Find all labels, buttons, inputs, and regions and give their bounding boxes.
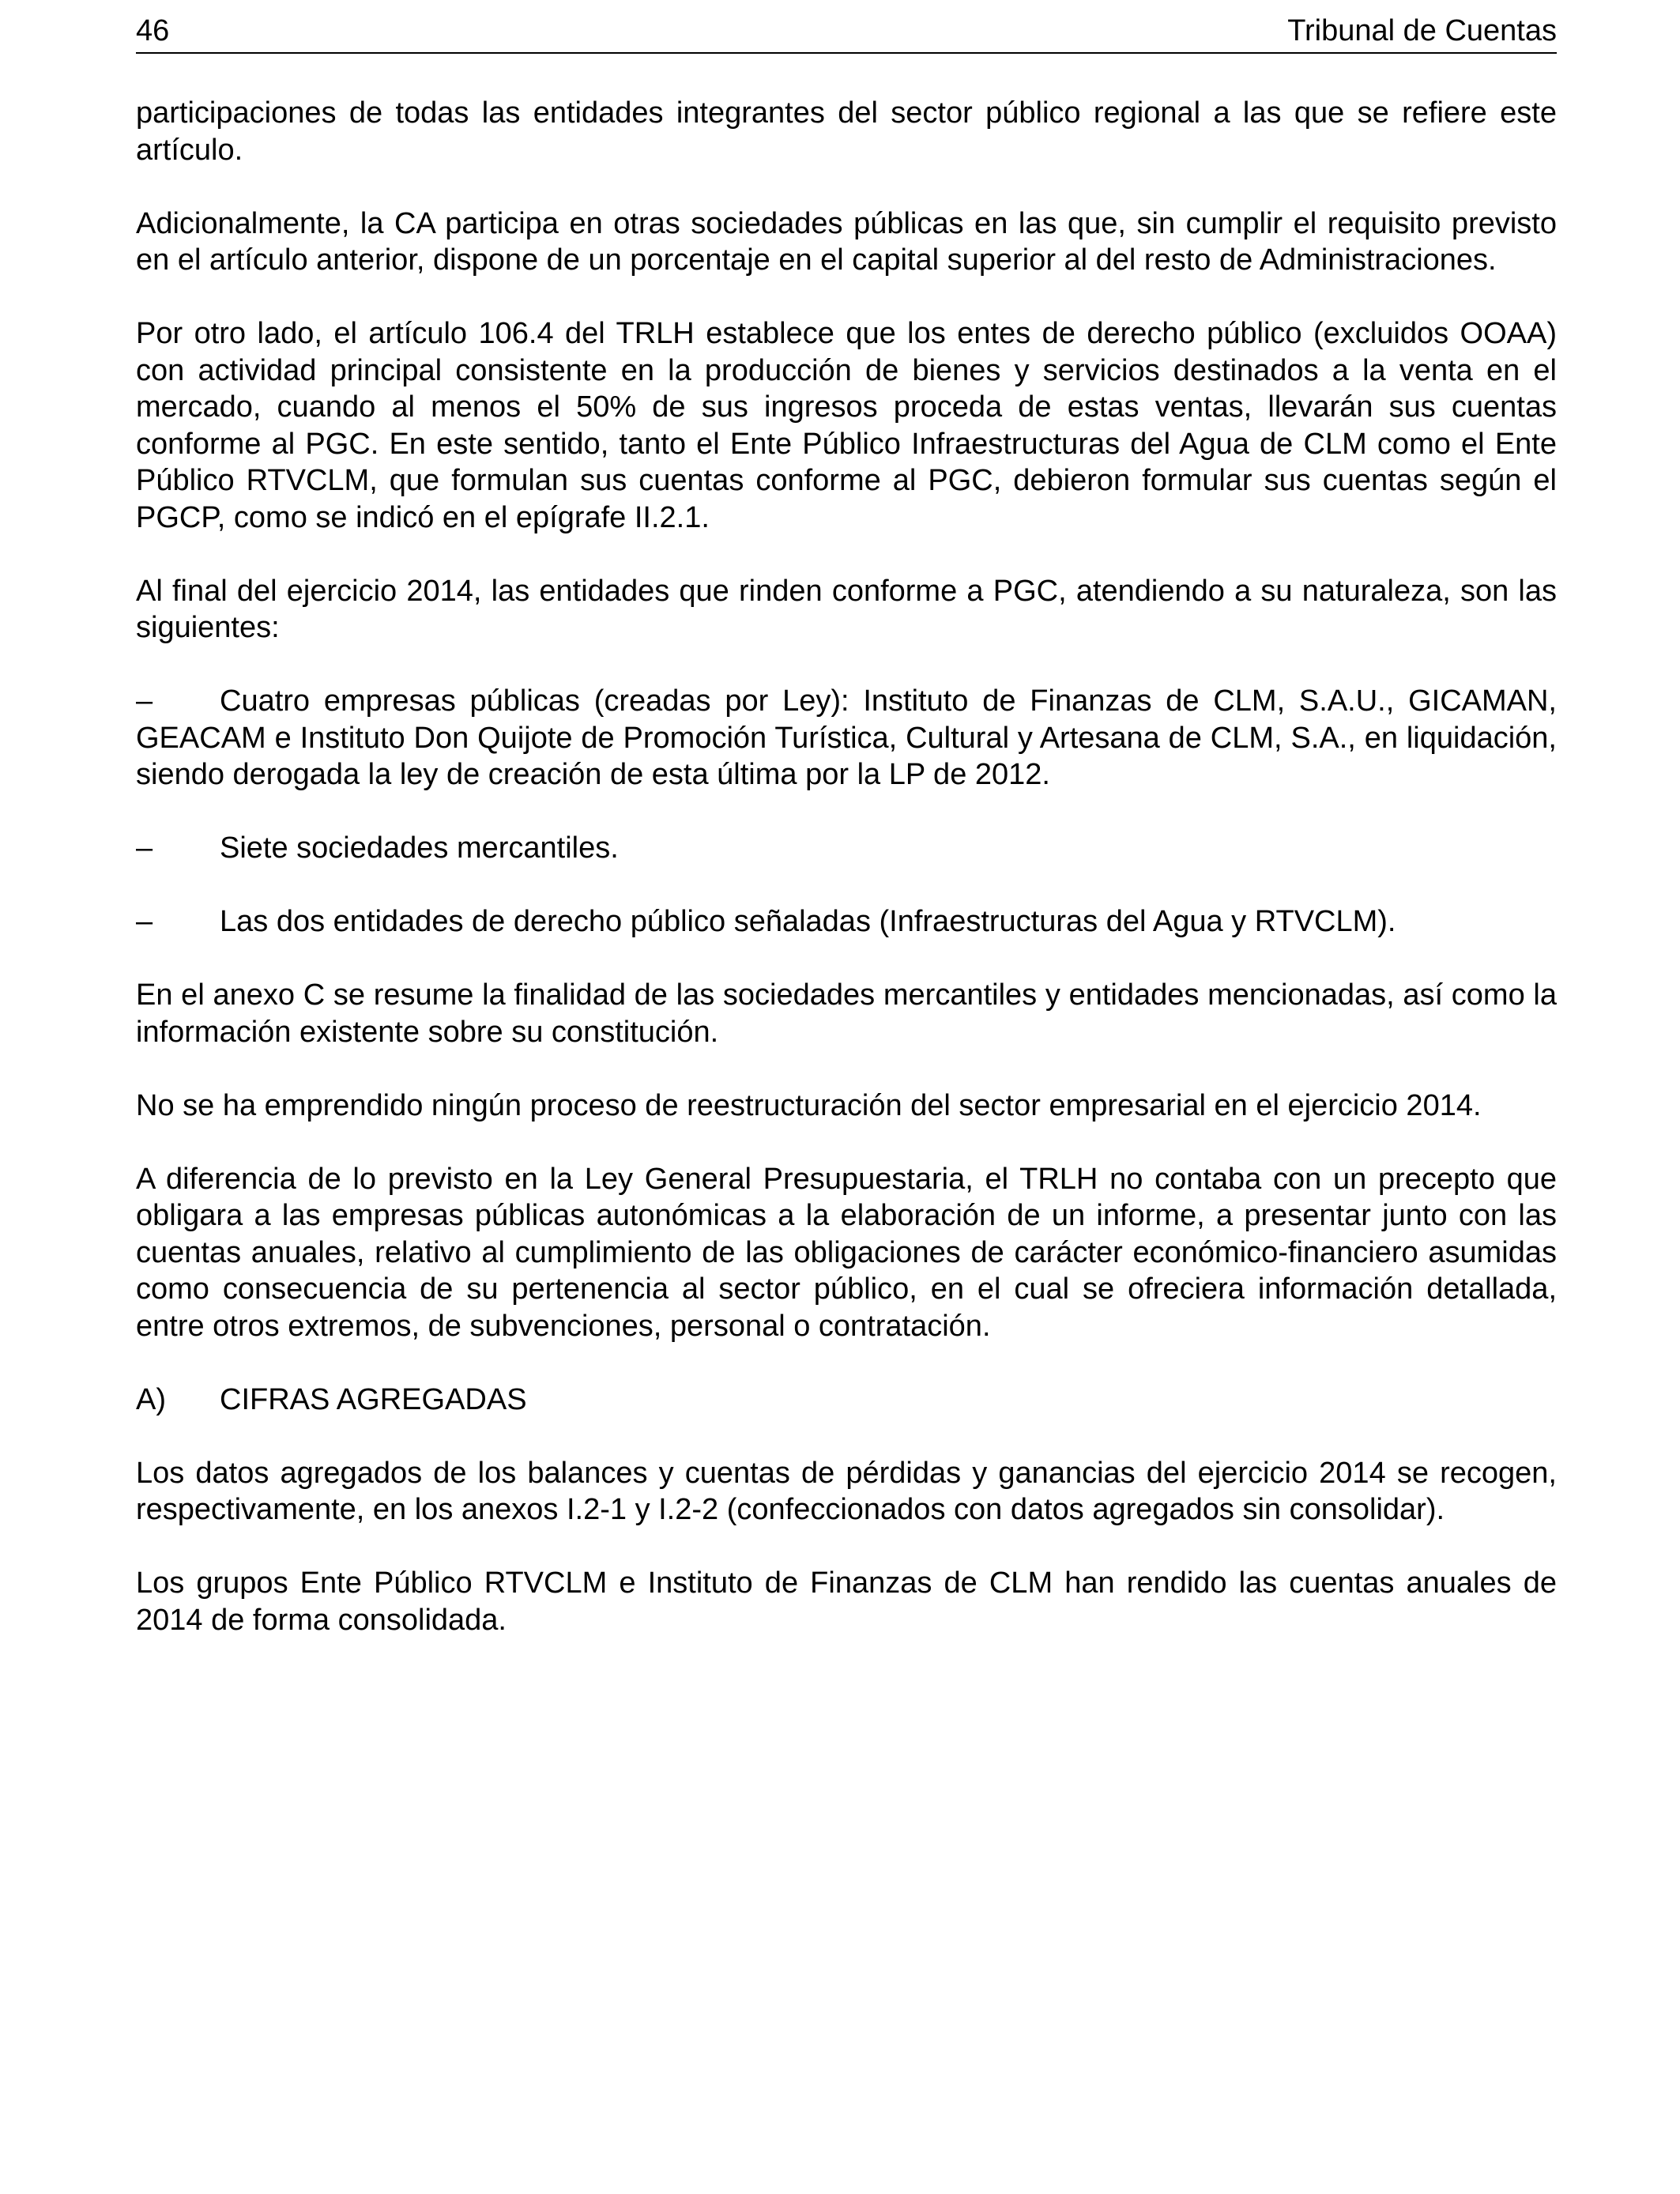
section-heading: [136, 1382, 1557, 1419]
page-header: [136, 0, 1557, 54]
section-letter: A): [136, 1382, 166, 1416]
list-item: [136, 683, 1557, 794]
paragraph-6: No se ha emprendido ningún proceso de reestructuración del sector empresarial en el ejercicio 2014.: [136, 1088, 1482, 1122]
dash-bullet: –: [136, 905, 153, 938]
dash-bullet: –: [136, 684, 153, 718]
list-item: [136, 903, 1557, 941]
body-text: [136, 95, 1557, 1676]
paragraph-9: Los grupos Ente Público RTVCLM e Instituto de Finanzas de CLM han rendido las cuentas anuales de 2014 de forma consolidada.: [136, 1566, 1557, 1637]
paragraph-4: Al final del ejercicio 2014, las entidades que rinden conforme a PGC, atendiendo a su naturaleza, son las siguientes:: [136, 574, 1557, 644]
section-title: CIFRAS AGREGADAS: [220, 1382, 527, 1416]
list-item-text: Siete sociedades mercantiles.: [220, 831, 619, 865]
paragraph-7: A diferencia de lo previsto en la Ley General Presupuestaria, el TRLH no contaba con un precepto que obligara a las empresas públicas autonómicas a la elaboración de un informe, a presentar junto con las cuentas anuales, relativo al cumplimiento de las obligaciones de carácter económico-financiero asumidas como consecuencia de su pertenencia al sector público, en el cual se ofreciera información detallada, entre otros extremos, de subvenciones, personal o contratación.: [136, 1162, 1557, 1343]
list-item-text: Las dos entidades de derecho público señaladas (Infraestructuras del Agua y RTVCLM).: [220, 905, 1396, 938]
running-title: Tribunal de Cuentas: [1287, 14, 1557, 47]
paragraph-8: Los datos agregados de los balances y cuentas de pérdidas y ganancias del ejercicio 2014 se recogen, respectivamente, en los anexos I.2-1 y I.2-2 (confeccionados con datos agregados sin consolidar).: [136, 1456, 1557, 1526]
paragraph-5: En el anexo C se resume la finalidad de las sociedades mercantiles y entidades mencionadas, así como la información existente sobre su constitución.: [136, 978, 1557, 1049]
paragraph-1: participaciones de todas las entidades integrantes del sector público regional a las que se refiere este artículo.: [136, 96, 1557, 167]
paragraph-2: Adicionalmente, la CA participa en otras sociedades públicas en las que, sin cumplir el requisito previsto en el artículo anterior, dispone de un porcentaje en el capital superior al del resto de Administraciones.: [136, 206, 1557, 277]
list-item: [136, 830, 1557, 867]
dash-bullet: –: [136, 831, 153, 865]
page-number: 46: [136, 14, 170, 47]
paragraph-3: Por otro lado, el artículo 106.4 del TRLH establece que los entes de derecho público (excluidos OOAA) con actividad principal consistente en la producción de bienes y servicios destinados a la venta en el mercado, cuando al menos el 50% de sus ingresos proceda de estas ventas, llevarán sus cuentas conforme al PGC. En este sentido, tanto el Ente Público Infraestructuras del Agua de CLM como el Ente Público RTVCLM, que formulan sus cuentas conforme al PGC, debieron formular sus cuentas según el PGCP, como se indicó en el epígrafe II.2.1.: [136, 317, 1557, 534]
list-item-text: Cuatro empresas públicas (creadas por Ley): Instituto de Finanzas de CLM, S.A.U., GICAMAN, GEACAM e Instituto Don Quijote de Promoción Turística, Cultural y Artesana de CLM, S.A., en liquidación, siendo derogada la ley de creación de esta última por la LP de 2012.: [136, 684, 1557, 791]
document-page: [136, 0, 1557, 1637]
